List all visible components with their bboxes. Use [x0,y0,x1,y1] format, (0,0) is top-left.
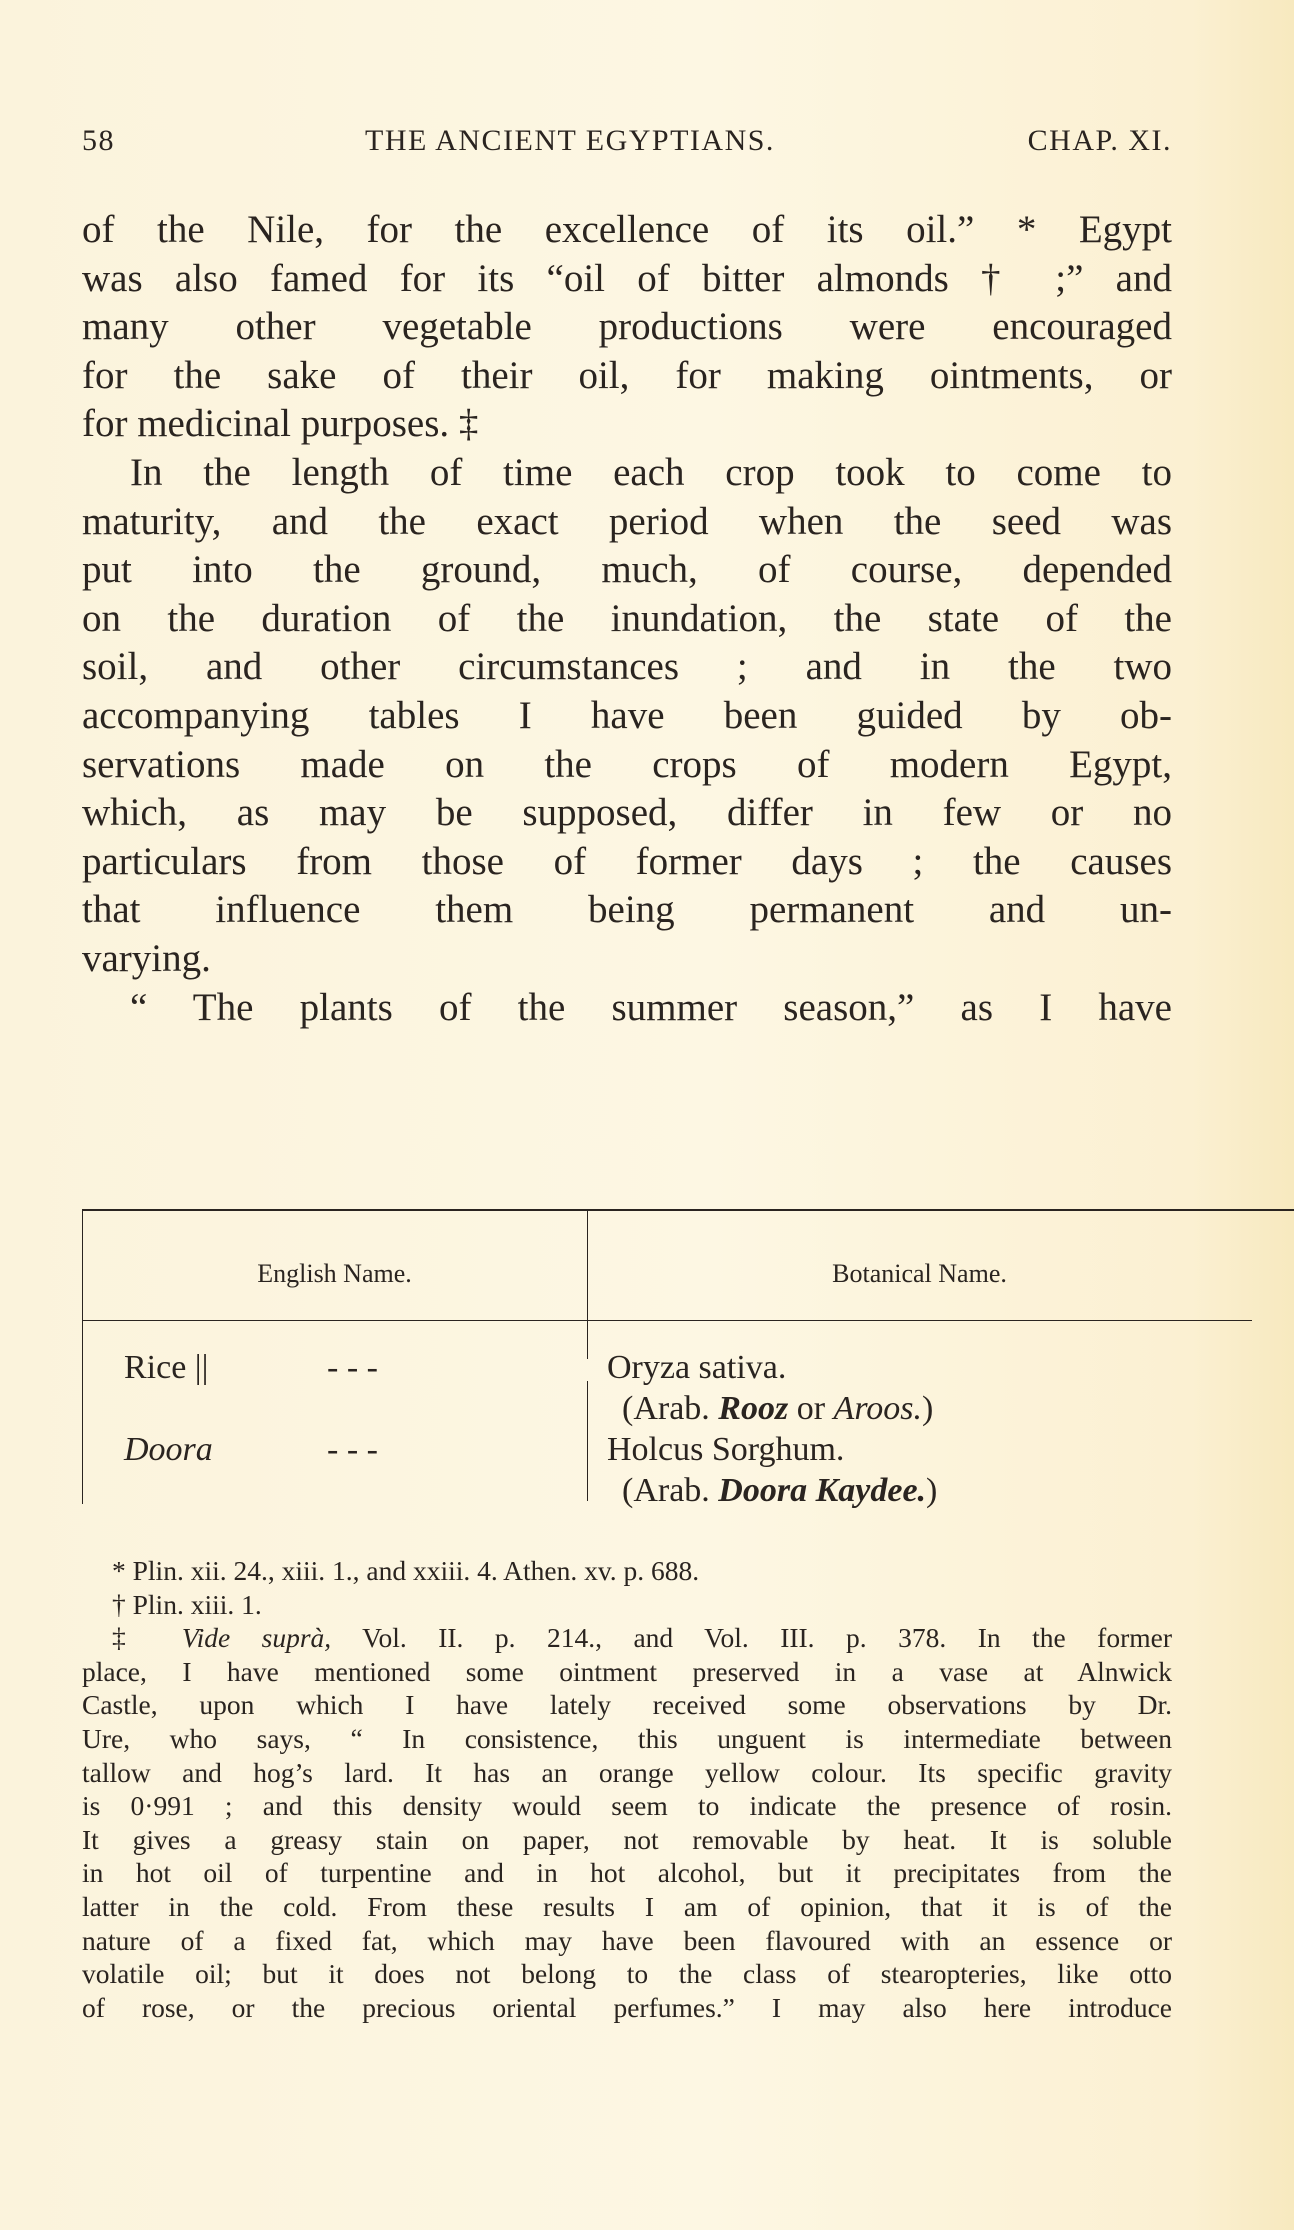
footnote-2: † Plin. xiii. 1. [112,1588,262,1620]
row-dashes: - - - [327,1431,378,1468]
row-arabic-rice: (Arab. Rooz or Aroos.) [622,1390,934,1427]
header-botanical-name: Botanical Name. [832,1259,1007,1288]
body-line: In the length of time each crop took to come to [130,450,1172,494]
table-top-rule [82,1209,1294,1211]
table-left-rule [82,1209,83,1504]
footnote-line: tallow and hog’s lard. It has an orange yellow colour. Its specific gravity [82,1756,1172,1788]
footnote-line: of rose, or the precious oriental perfumes.” I may also here introduce [82,1991,1172,2023]
table-header-rule [82,1320,1252,1321]
body-text [82,206,1172,1032]
footnotes [82,1554,1172,2024]
row-dashes: - - - [327,1349,378,1386]
body-line: varying. [82,936,211,980]
footnote-line: is 0·991 ; and this density would seem to indicate the presence of rosin. [82,1790,1172,1822]
body-line: maturity, and the exact period when the seed was [82,499,1172,543]
table-column-rule-lower [587,1381,588,1501]
footnote-1: * Plin. xii. 24., xiii. 1., and xxiii. 4. Athen. xv. p. 688. [112,1555,700,1586]
body-line: accompanying tables I have been guided by ob- [82,693,1172,737]
footnote-line: latter in the cold. From these results I am of opinion, that it is of the [82,1890,1172,1922]
body-line: “ The plants of the summer season,” as I have [130,985,1172,1029]
body-line: put into the ground, much, of course, depended [82,548,1172,592]
running-head [82,124,1172,164]
footnote-line: Ure, who says, “ In consistence, this unguent is intermediate between [82,1722,1172,1754]
running-title: THE ANCIENT EGYPTIANS. [365,124,775,157]
body-line: on the duration of the inundation, the state of the [82,596,1172,640]
body-line: that influence them being permanent and un- [82,888,1172,932]
header-english-name: English Name. [257,1259,412,1288]
row-english-doora: Doora [124,1431,213,1468]
footnote-line: volatile oil; but it does not belong to the class of stearopteries, like otto [82,1958,1172,1990]
body-line: servations made on the crops of modern Egypt, [82,742,1172,786]
footnote-line: nature of a fixed fat, which may have been flavoured with an essence or [82,1924,1172,1956]
body-line: many other vegetable productions were encouraged [82,305,1172,349]
row-arabic-doora: (Arab. Doora Kaydee.) [622,1472,938,1509]
body-line: soil, and other circumstances ; and in the two [82,645,1172,689]
chapter-label: CHAP. XI. [1027,124,1172,157]
row-botanical-doora: Holcus Sorghum. [607,1431,845,1468]
footnote-line: place, I have mentioned some ointment preserved in a vase at Alnwick [82,1655,1172,1687]
body-line: was also famed for its “oil of bitter almonds † ;” and [82,256,1172,300]
footnote-line: in hot oil of turpentine and in hot alcohol, but it precipitates from the [82,1857,1172,1889]
body-line: which, as may be supposed, differ in few or no [82,791,1172,835]
row-botanical-rice: Oryza sativa. [607,1349,787,1386]
page-number: 58 [82,124,115,157]
plant-table [82,1209,1294,1509]
footnote-line: It gives a greasy stain on paper, not removable by heat. It is soluble [82,1823,1172,1855]
footnote-3: ‡ Vide suprà, Vol. II. p. 214., and Vol. III. p. 378. In the former [112,1622,1172,1654]
body-line: for medicinal purposes. ‡ [82,402,479,446]
footnote-line: Castle, upon which I have lately received some observations by Dr. [82,1689,1172,1721]
row-english-rice: Rice || [124,1349,209,1386]
body-line: particulars from those of former days ; the causes [82,839,1172,883]
body-line: for the sake of their oil, for making ointments, or [82,353,1172,397]
body-line: of the Nile, for the excellence of its oil.” * Egypt [82,208,1172,251]
